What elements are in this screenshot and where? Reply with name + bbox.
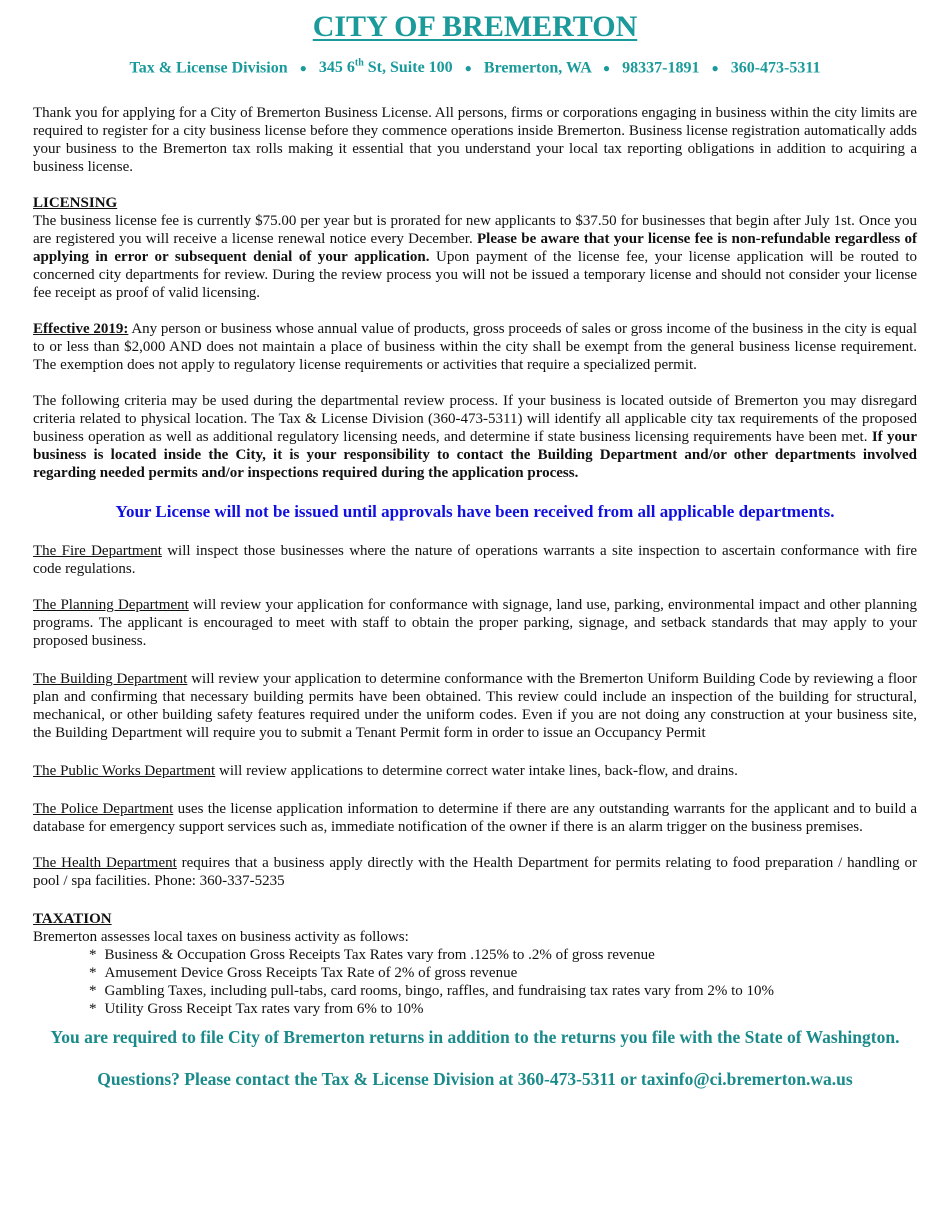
page-title: CITY OF BREMERTON	[312, 10, 638, 43]
list-item: * Gambling Taxes, including pull-tabs, card rooms, bingo, raffles, and fundraising tax rates vary from 2% to 10%	[89, 982, 917, 1000]
effective-2019-paragraph: Effective 2019: Any person or business whose annual value of products, gross proceeds of sales or gross income of the business in the city is equal to or less than $2,000 AND does not maintain a place of business within the city shall be exempt from the general business license requirement. The exemption does not apply to regulatory license requirements or activities that require a specialized permit.	[33, 321, 917, 374]
state-returns-notice: You are required to file City of Bremerton returns in addition to the returns you file with the State of Washington.	[50, 1027, 900, 1048]
building-department-paragraph: The Building Department will review your application to determine conformance with the Bremerton Uniform Building Code by reviewing a floor plan and confirming that necessary building permits have been obtained. This review could include an inspection of the building for structural, mechanical, or other building safety features required under the uniform codes. Even if you are not doing any construction at your business site, the Building Department will require you to submit a Tenant Permit form in order to issue an Occupancy Permit	[33, 671, 917, 742]
intro-paragraph: Thank you for applying for a City of Bremerton Business License. All persons, firms or corporations engaging in business within the city limits are required to register for a city business license before they commence operations inside Bremerton. Business license registration automatically adds your business to the Bremerton tax rolls making it essential that you understand your local tax reporting obligations in addition to acquiring a business license.	[33, 105, 917, 176]
bullet-separator-icon: ●	[711, 61, 719, 76]
taxation-intro: Bremerton assesses local taxes on business activity as follows:	[33, 929, 409, 946]
list-item: * Utility Gross Receipt Tax rates vary from 6% to 10%	[89, 1000, 917, 1018]
contact-notice: Questions? Please contact the Tax & License Division at 360-473-5311 or taxinfo@ci.bremerton.wa.us	[97, 1069, 853, 1090]
licensing-paragraph: The business license fee is currently $75.00 per year but is prorated for new applicants to $37.50 for businesses that begin after July 1st. Once you are registered you will receive a license renewal notice every December. Please be aware that your license fee is non-refundable regardless of applying in error or subsequent denial of your application. Upon payment of the license fee, your license application will be routed to concerned city departments for review. During the review process you will not be issued a temporary license and should not consider your license fee receipt as proof of valid licensing.	[33, 213, 917, 302]
criteria-paragraph: The following criteria may be used during the departmental review process. If your business is located outside of Bremerton you may disregard criteria related to physical location. The Tax & License Division (360-473-5311) will identify all applicable city tax requirements of the proposed business operation as well as additional regulatory licensing needs, and determine if state business licensing requirements have been met. If your business is located inside the City, it is your responsibility to contact the Building Department and/or other departments involved regarding needed permits and/or inspections required during the application process.	[33, 393, 917, 482]
department-name: The Planning Department	[33, 597, 189, 614]
street-address: 345 6th St, Suite 100	[318, 58, 453, 77]
city-state: Bremerton, WA	[483, 59, 591, 77]
licensing-heading: LICENSING	[33, 195, 118, 212]
department-name: The Building Department	[33, 671, 188, 688]
health-department-paragraph: The Health Department requires that a business apply directly with the Health Department for permits relating to food preparation / handling or pool / spa facilities. Phone: 360-337-5235	[33, 855, 917, 890]
list-item: * Business & Occupation Gross Receipts Tax Rates vary from .125% to .2% of gross revenue	[89, 946, 917, 964]
department-name: The Fire Department	[33, 543, 162, 560]
header-contact-line	[33, 54, 917, 78]
planning-department-paragraph: The Planning Department will review your application for conformance with signage, land use, parking, environmental impact and other planning programs. The applicant is encouraged to meet with staff to obtain the proper parking, signage, and setback standards that may apply to your proposed business.	[33, 597, 917, 650]
public-works-department-paragraph: The Public Works Department will review applications to determine correct water intake lines, back-flow, and drains.	[33, 763, 738, 780]
approval-notice: Your License will not be issued until approvals have been received from all applicable departments.	[115, 502, 835, 522]
phone-number: 360-473-5311	[730, 59, 821, 77]
department-name: The Health Department	[33, 855, 177, 872]
department-name: The Police Department	[33, 801, 174, 818]
bullet-separator-icon: ●	[602, 61, 611, 76]
division-name: Tax & License Division	[129, 59, 288, 77]
department-name: The Public Works Department	[33, 763, 216, 780]
police-department-paragraph: The Police Department uses the license application information to determine if there are any outstanding warrants for the applicant and to build a database for emergency support services such as, immediate notification of the owner if there is an alarm trigger on the business premises.	[33, 801, 917, 836]
list-item: * Amusement Device Gross Receipts Tax Rate of 2% of gross revenue	[89, 964, 917, 982]
effective-label: Effective 2019:	[33, 321, 129, 338]
bullet-separator-icon: ●	[464, 61, 472, 76]
zip-code: 98337-1891	[622, 59, 700, 77]
tax-rate-list	[33, 946, 917, 1018]
fire-department-paragraph: The Fire Department will inspect those businesses where the nature of operations warrants a site inspection to ascertain conformance with fire code regulations.	[33, 543, 917, 578]
bullet-separator-icon: ●	[299, 61, 307, 76]
taxation-heading: TAXATION	[33, 911, 112, 928]
